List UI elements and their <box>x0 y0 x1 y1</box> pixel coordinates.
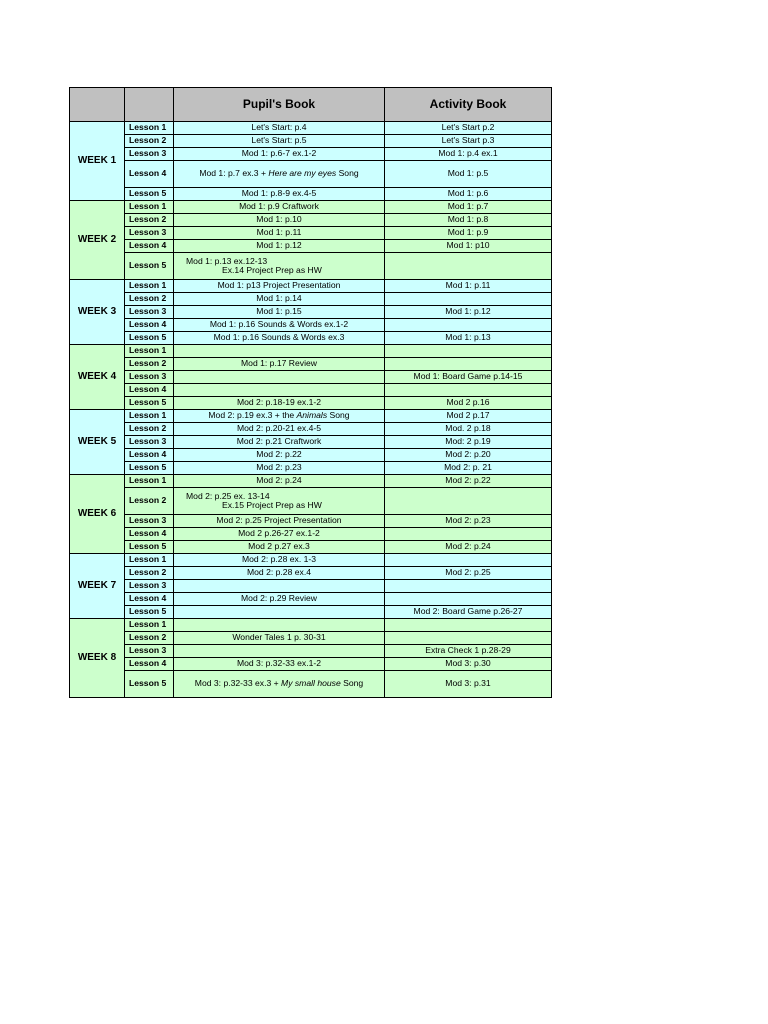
activity-book-cell: Mod 1: p.8 <box>385 214 552 227</box>
pupils-book-text: Mod 2: p.22 <box>256 449 302 460</box>
lesson-label: Lesson 5 <box>125 332 174 345</box>
table-row <box>70 449 552 462</box>
activity-book-cell: Mod 1: p.7 <box>385 201 552 214</box>
table-row <box>70 567 552 580</box>
pupils-book-text: Wonder Tales 1 p. 30-31 <box>232 632 326 643</box>
activity-book-cell: Mod 2: p.24 <box>385 541 552 554</box>
pupils-book-cell <box>174 306 385 319</box>
lesson-label: Lesson 4 <box>125 593 174 606</box>
lesson-label: Lesson 5 <box>125 606 174 619</box>
table-row <box>70 645 552 658</box>
pupils-book-cell <box>174 475 385 488</box>
pupils-book-cell <box>174 462 385 475</box>
lesson-label: Lesson 3 <box>125 580 174 593</box>
pupils-book-cell <box>174 645 385 658</box>
pupils-book-cell <box>174 280 385 293</box>
pupils-book-cell <box>174 423 385 436</box>
pupils-book-text: Mod 2 p.27 ex.3 <box>248 541 310 552</box>
pupils-book-cell <box>174 528 385 541</box>
table-row <box>70 319 552 332</box>
pupils-book-text: Mod 2: p.25 Project Presentation <box>216 515 342 526</box>
table-row <box>70 188 552 201</box>
header-pupils-book: Pupil's Book <box>174 88 385 122</box>
lesson-label: Lesson 5 <box>125 253 174 280</box>
table-row <box>70 671 552 698</box>
pupils-book-cell <box>174 488 385 515</box>
pupils-book-text: Mod 1: p.16 Sounds & Words ex.3 <box>213 332 345 343</box>
activity-book-cell <box>385 554 552 567</box>
pupils-book-cell <box>174 358 385 371</box>
pupils-book-cell <box>174 188 385 201</box>
lesson-label: Lesson 4 <box>125 528 174 541</box>
activity-book-cell <box>385 619 552 632</box>
pupils-book-text: Mod 2: p.19 ex.3 + the Animals Song <box>208 410 350 421</box>
table-row <box>70 148 552 161</box>
lesson-label: Lesson 4 <box>125 161 174 188</box>
activity-book-cell: Mod 1: p.6 <box>385 188 552 201</box>
pupils-book-cell <box>174 135 385 148</box>
lesson-label: Lesson 1 <box>125 280 174 293</box>
table-row <box>70 475 552 488</box>
pupils-book-cell <box>174 122 385 135</box>
activity-book-cell: Mod 1: p.5 <box>385 161 552 188</box>
table-row <box>70 345 552 358</box>
pupils-book-cell <box>174 293 385 306</box>
table-row <box>70 384 552 397</box>
header-lesson-blank <box>125 88 174 122</box>
pupils-book-text: Mod 1: p.6-7 ex.1-2 <box>241 148 317 159</box>
lesson-label: Lesson 1 <box>125 122 174 135</box>
activity-book-cell: Mod 1: p.9 <box>385 227 552 240</box>
table-row <box>70 410 552 423</box>
pupils-book-cell <box>174 658 385 671</box>
pupils-book-text: Mod 1: p.17 Review <box>241 358 317 369</box>
pupils-book-text: Mod 1: p.7 ex.3 + Here are my eyes Song <box>199 168 359 179</box>
lesson-label: Lesson 4 <box>125 240 174 253</box>
activity-book-cell: Extra Check 1 p.28-29 <box>385 645 552 658</box>
pupils-book-cell <box>174 227 385 240</box>
pupils-book-text: Let's Start: p.4 <box>251 122 307 133</box>
week-label: WEEK 4 <box>70 345 125 410</box>
table-row <box>70 201 552 214</box>
header-row <box>70 88 552 122</box>
table-row <box>70 280 552 293</box>
activity-book-cell <box>385 384 552 397</box>
week-label: WEEK 2 <box>70 201 125 280</box>
table-row <box>70 122 552 135</box>
lesson-label: Lesson 1 <box>125 345 174 358</box>
pupils-book-text: Mod 2: p.28 ex.4 <box>246 567 312 578</box>
pupils-book-cell <box>174 449 385 462</box>
table-row <box>70 253 552 280</box>
table-row <box>70 227 552 240</box>
lesson-label: Lesson 2 <box>125 214 174 227</box>
activity-book-cell: Mod 2: p. 21 <box>385 462 552 475</box>
table-row <box>70 371 552 384</box>
lesson-label: Lesson 5 <box>125 188 174 201</box>
table-row <box>70 541 552 554</box>
activity-book-cell: Mod 1: p.4 ex.1 <box>385 148 552 161</box>
pupils-book-cell <box>174 541 385 554</box>
lesson-label: Lesson 2 <box>125 358 174 371</box>
lesson-label: Lesson 2 <box>125 135 174 148</box>
pupils-book-cell <box>174 619 385 632</box>
pupils-book-cell <box>174 593 385 606</box>
pupils-book-cell <box>174 201 385 214</box>
activity-book-cell: Mod 2: p.22 <box>385 475 552 488</box>
pupils-book-cell <box>174 554 385 567</box>
table-row <box>70 358 552 371</box>
pupils-book-text: Mod 1: p.16 Sounds & Words ex.1-2 <box>209 319 349 330</box>
lesson-label: Lesson 2 <box>125 423 174 436</box>
activity-book-cell: Let's Start p.3 <box>385 135 552 148</box>
pupils-book-text: Mod 1: p.10 <box>256 214 302 225</box>
pupils-book-text: Mod 3: p.32-33 ex.3 + My small house Song <box>194 678 364 689</box>
table-row <box>70 658 552 671</box>
lesson-label: Lesson 5 <box>125 541 174 554</box>
activity-book-cell: Mod 2: p.23 <box>385 515 552 528</box>
lesson-label: Lesson 1 <box>125 475 174 488</box>
pupils-book-text: Mod 1: p.8-9 ex.4-5 <box>241 188 317 199</box>
pupils-book-cell <box>174 632 385 645</box>
table-row <box>70 488 552 515</box>
pupils-book-cell <box>174 332 385 345</box>
lesson-label: Lesson 3 <box>125 436 174 449</box>
pupils-book-text: Mod 1: p.12 <box>256 240 302 251</box>
week-label: WEEK 8 <box>70 619 125 698</box>
activity-book-cell <box>385 632 552 645</box>
pupils-book-cell <box>174 240 385 253</box>
activity-book-cell: Mod 1: p.12 <box>385 306 552 319</box>
pupils-book-cell <box>174 319 385 332</box>
pupils-book-cell <box>174 567 385 580</box>
lesson-label: Lesson 2 <box>125 632 174 645</box>
activity-book-cell: Mod 2: Board Game p.26-27 <box>385 606 552 619</box>
week-label: WEEK 7 <box>70 554 125 619</box>
activity-book-cell: Mod: 2 p.19 <box>385 436 552 449</box>
pupils-book-cell <box>174 253 385 280</box>
lesson-label: Lesson 1 <box>125 410 174 423</box>
table-row <box>70 240 552 253</box>
lesson-label: Lesson 4 <box>125 449 174 462</box>
pupils-book-cell <box>174 214 385 227</box>
activity-book-cell: Mod 3: p.30 <box>385 658 552 671</box>
pupils-book-text: Mod 1: p.15 <box>256 306 302 317</box>
lesson-label: Lesson 4 <box>125 384 174 397</box>
activity-book-cell <box>385 319 552 332</box>
pupils-book-text: Let's Start: p.5 <box>251 135 307 146</box>
pupils-book-text: Mod 2: p.23 <box>256 462 302 473</box>
table-row <box>70 515 552 528</box>
lesson-label: Lesson 5 <box>125 671 174 698</box>
lesson-label: Lesson 3 <box>125 227 174 240</box>
table-row <box>70 462 552 475</box>
lesson-label: Lesson 2 <box>125 488 174 515</box>
table-row <box>70 306 552 319</box>
pupils-book-cell <box>174 371 385 384</box>
activity-book-cell <box>385 293 552 306</box>
table-row <box>70 214 552 227</box>
week-label: WEEK 5 <box>70 410 125 475</box>
pupils-book-line: Ex.15 Project Prep as HW <box>222 500 322 510</box>
pupils-book-cell <box>174 397 385 410</box>
pupils-book-cell <box>174 148 385 161</box>
lesson-label: Lesson 2 <box>125 567 174 580</box>
week-label: WEEK 6 <box>70 475 125 554</box>
week-label: WEEK 3 <box>70 280 125 345</box>
pupils-book-cell <box>174 161 385 188</box>
activity-book-cell: Mod 1: p10 <box>385 240 552 253</box>
lesson-label: Lesson 4 <box>125 658 174 671</box>
pupils-book-line: Mod 1: p.13 ex.12-13 <box>186 255 268 266</box>
pupils-book-text: Mod 1: p.14 <box>256 293 302 304</box>
pupils-book-text: Mod 2: p.28 ex. 1-3 <box>241 554 317 565</box>
pupils-book-text: Mod 1: p13 Project Presentation <box>217 280 341 291</box>
activity-book-cell: Mod 1: p.11 <box>385 280 552 293</box>
pupils-book-cell <box>174 515 385 528</box>
lesson-label: Lesson 4 <box>125 319 174 332</box>
pupils-book-text: Mod 3: p.32-33 ex.1-2 <box>236 658 322 669</box>
header-activity-book: Activity Book <box>385 88 552 122</box>
lesson-schedule-table <box>69 87 552 698</box>
pupils-book-text: Mod 2: p.29 Review <box>241 593 317 604</box>
table-row <box>70 554 552 567</box>
table-row <box>70 632 552 645</box>
table-row <box>70 580 552 593</box>
pupils-book-cell <box>174 671 385 698</box>
table-row <box>70 397 552 410</box>
activity-book-cell: Mod 1: p.13 <box>385 332 552 345</box>
lesson-label: Lesson 3 <box>125 645 174 658</box>
pupils-book-cell <box>174 384 385 397</box>
header-week-blank <box>70 88 125 122</box>
lesson-label: Lesson 1 <box>125 201 174 214</box>
lesson-label: Lesson 1 <box>125 619 174 632</box>
activity-book-cell <box>385 253 552 280</box>
activity-book-cell: Mod 2: p.25 <box>385 567 552 580</box>
pupils-book-cell <box>174 580 385 593</box>
table-row <box>70 619 552 632</box>
pupils-book-text: Mod 1: p.9 Craftwork <box>239 201 319 212</box>
pupils-book-cell <box>174 436 385 449</box>
pupils-book-text: Mod 1: p.11 <box>256 227 302 238</box>
table-row <box>70 135 552 148</box>
lesson-label: Lesson 5 <box>125 462 174 475</box>
pupils-book-cell <box>174 345 385 358</box>
lesson-label: Lesson 3 <box>125 148 174 161</box>
table-row <box>70 593 552 606</box>
pupils-book-line: Mod 2: p.25 ex. 13-14 <box>186 490 270 501</box>
activity-book-cell <box>385 358 552 371</box>
lesson-label: Lesson 3 <box>125 371 174 384</box>
schedule-body <box>70 122 552 698</box>
table-row <box>70 332 552 345</box>
activity-book-cell: Let's Start p.2 <box>385 122 552 135</box>
lesson-label: Lesson 1 <box>125 554 174 567</box>
table-row <box>70 436 552 449</box>
activity-book-cell <box>385 528 552 541</box>
lesson-label: Lesson 3 <box>125 515 174 528</box>
activity-book-cell: Mod. 2 p.18 <box>385 423 552 436</box>
pupils-book-text: Mod 2: p.18-19 ex.1-2 <box>236 397 322 408</box>
activity-book-cell <box>385 593 552 606</box>
table-row <box>70 528 552 541</box>
table-row <box>70 293 552 306</box>
table-row <box>70 423 552 436</box>
lesson-label: Lesson 2 <box>125 293 174 306</box>
week-label: WEEK 1 <box>70 122 125 201</box>
pupils-book-line: Ex.14 Project Prep as HW <box>222 265 322 275</box>
activity-book-cell: Mod 2 p.16 <box>385 397 552 410</box>
lesson-label: Lesson 5 <box>125 397 174 410</box>
pupils-book-cell <box>174 606 385 619</box>
activity-book-cell: Mod 2 p.17 <box>385 410 552 423</box>
activity-book-cell: Mod 3: p.31 <box>385 671 552 698</box>
pupils-book-text: Mod 2: p.21 Craftwork <box>236 436 322 447</box>
pupils-book-cell <box>174 410 385 423</box>
lesson-label: Lesson 3 <box>125 306 174 319</box>
table-row <box>70 161 552 188</box>
activity-book-cell <box>385 580 552 593</box>
activity-book-cell <box>385 488 552 515</box>
pupils-book-text: Mod 2 p.26-27 ex.1-2 <box>238 528 320 539</box>
activity-book-cell <box>385 345 552 358</box>
pupils-book-text: Mod 2: p.20-21 ex.4-5 <box>236 423 322 434</box>
table-row <box>70 606 552 619</box>
activity-book-cell: Mod 1: Board Game p.14-15 <box>385 371 552 384</box>
activity-book-cell: Mod 2: p.20 <box>385 449 552 462</box>
pupils-book-text: Mod 2: p.24 <box>256 475 302 486</box>
